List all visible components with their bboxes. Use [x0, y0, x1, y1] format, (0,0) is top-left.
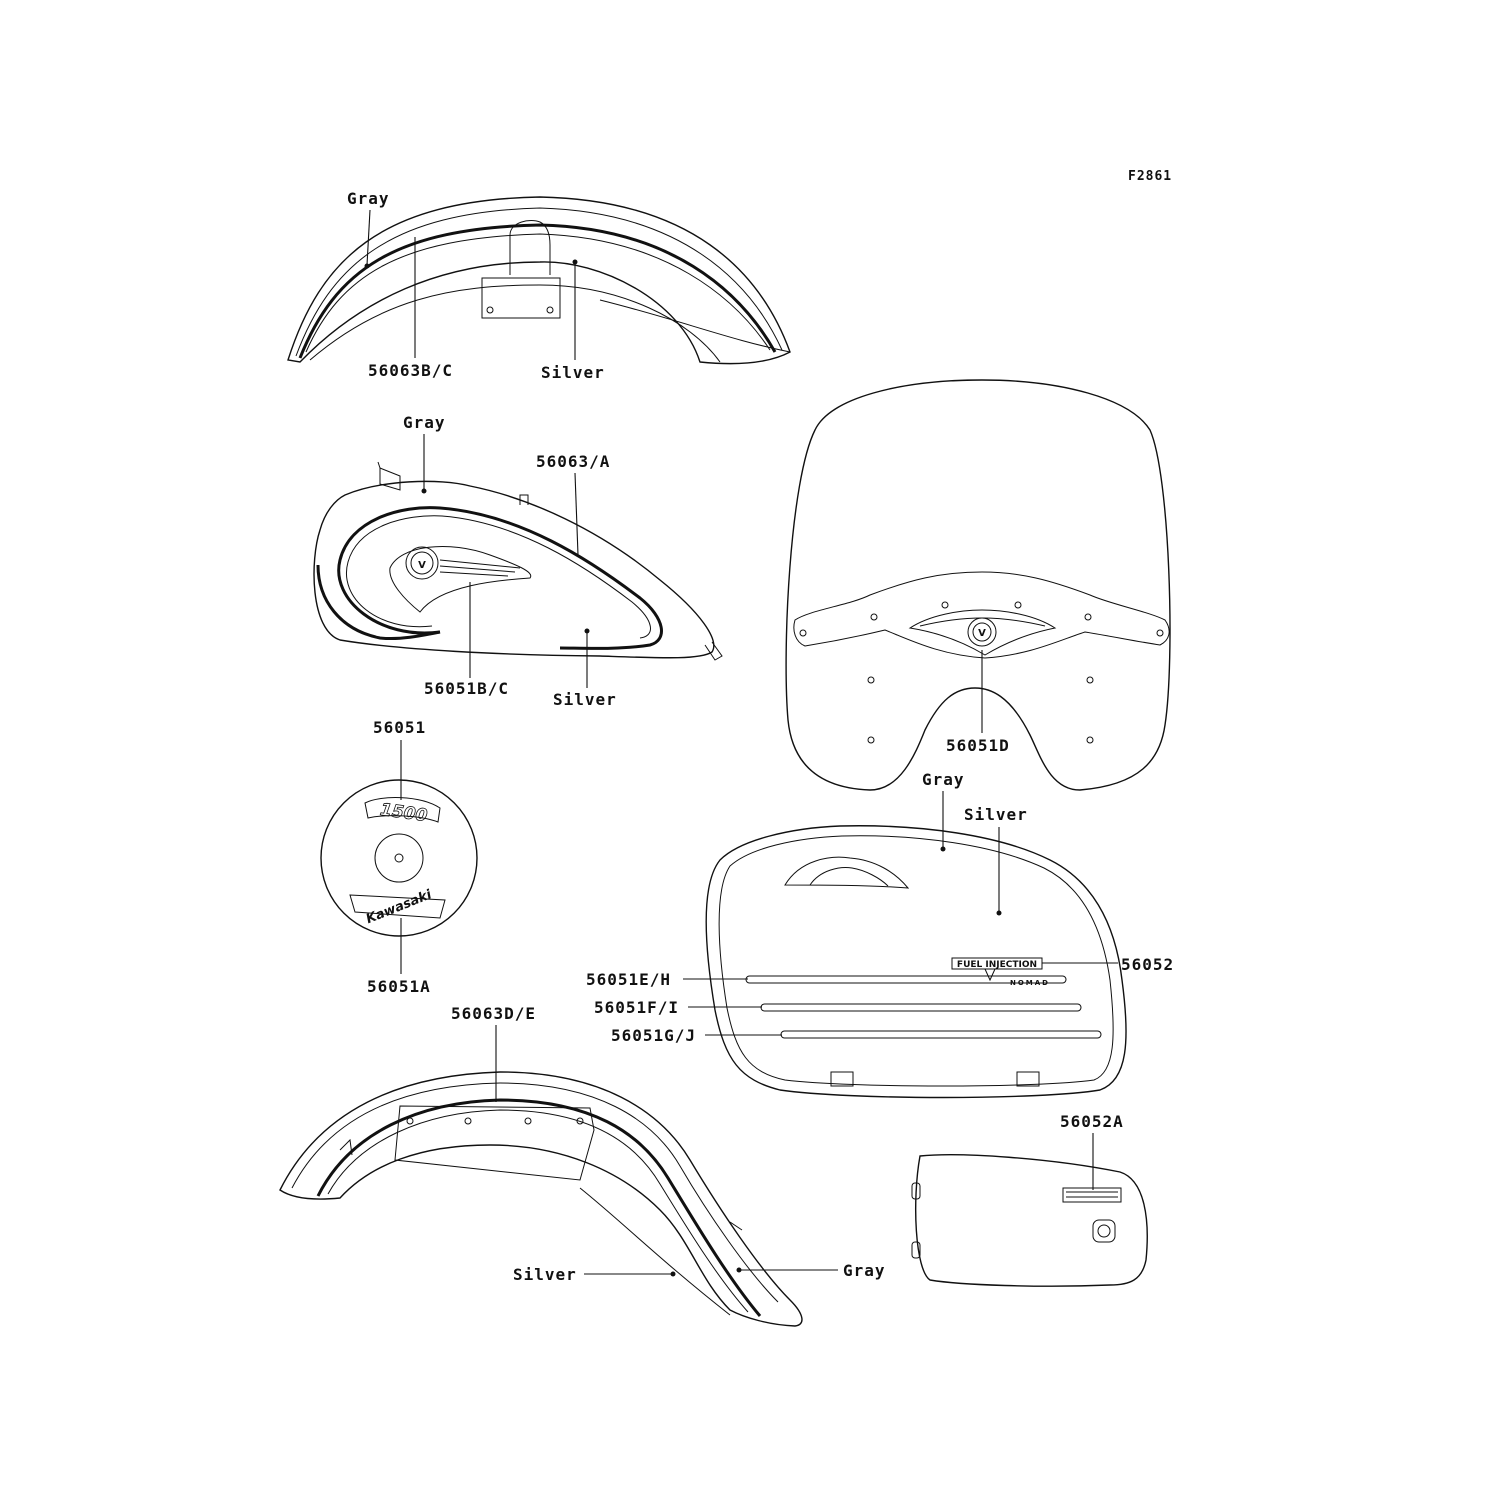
front-fender-silver-label: Silver [541, 363, 605, 382]
tank-emblem-part-label: 56051B/C [424, 679, 510, 698]
small-cover-part-label: 56052A [1060, 1112, 1124, 1131]
air-cleaner-top-part-label: 56051 [373, 718, 427, 737]
windshield-part-label: 56051D [946, 736, 1010, 755]
air-cleaner-bottom-part-label: 56051A [367, 977, 431, 996]
rear-fender-gray-label: Gray [843, 1261, 886, 1280]
stripe-1-part-label: 56051E/H [586, 970, 672, 989]
side-cover-fuel-injection-badge: FUEL INJECTION [956, 960, 1038, 970]
side-cover [706, 826, 1126, 1098]
stripe-2-part-label: 56051F/I [594, 998, 680, 1017]
stripe-3-part-label: 56051G/J [611, 1026, 697, 1045]
figure-reference: F2861 [1128, 169, 1173, 184]
tank-stripe-part-label: 56063/A [536, 452, 611, 471]
side-cover-gray-label: Gray [922, 770, 965, 789]
air-cleaner-cover [321, 780, 477, 936]
front-fender [288, 197, 790, 364]
front-fender-part-label: 56063B/C [368, 361, 454, 380]
rear-fender-silver-label: Silver [513, 1265, 577, 1284]
side-cover-emblem-part-label: 56052 [1121, 955, 1175, 974]
rear-fender [280, 1072, 802, 1326]
air-cleaner-number-badge: 1500 [378, 799, 429, 827]
windshield [786, 380, 1170, 790]
windshield-v-emblem: V [978, 628, 986, 639]
tank-v-emblem: V [418, 560, 426, 571]
rear-fender-part-label: 56063D/E [451, 1004, 537, 1023]
small-side-cover [912, 1155, 1147, 1286]
side-cover-silver-label: Silver [964, 805, 1028, 824]
fuel-tank [314, 462, 722, 660]
tank-silver-label: Silver [553, 690, 617, 709]
side-cover-model-badge: NOMAD [1009, 979, 1051, 987]
front-fender-gray-label: Gray [347, 189, 390, 208]
tank-gray-label: Gray [403, 413, 446, 432]
air-cleaner-brand-badge: Kawasaki [364, 887, 434, 928]
